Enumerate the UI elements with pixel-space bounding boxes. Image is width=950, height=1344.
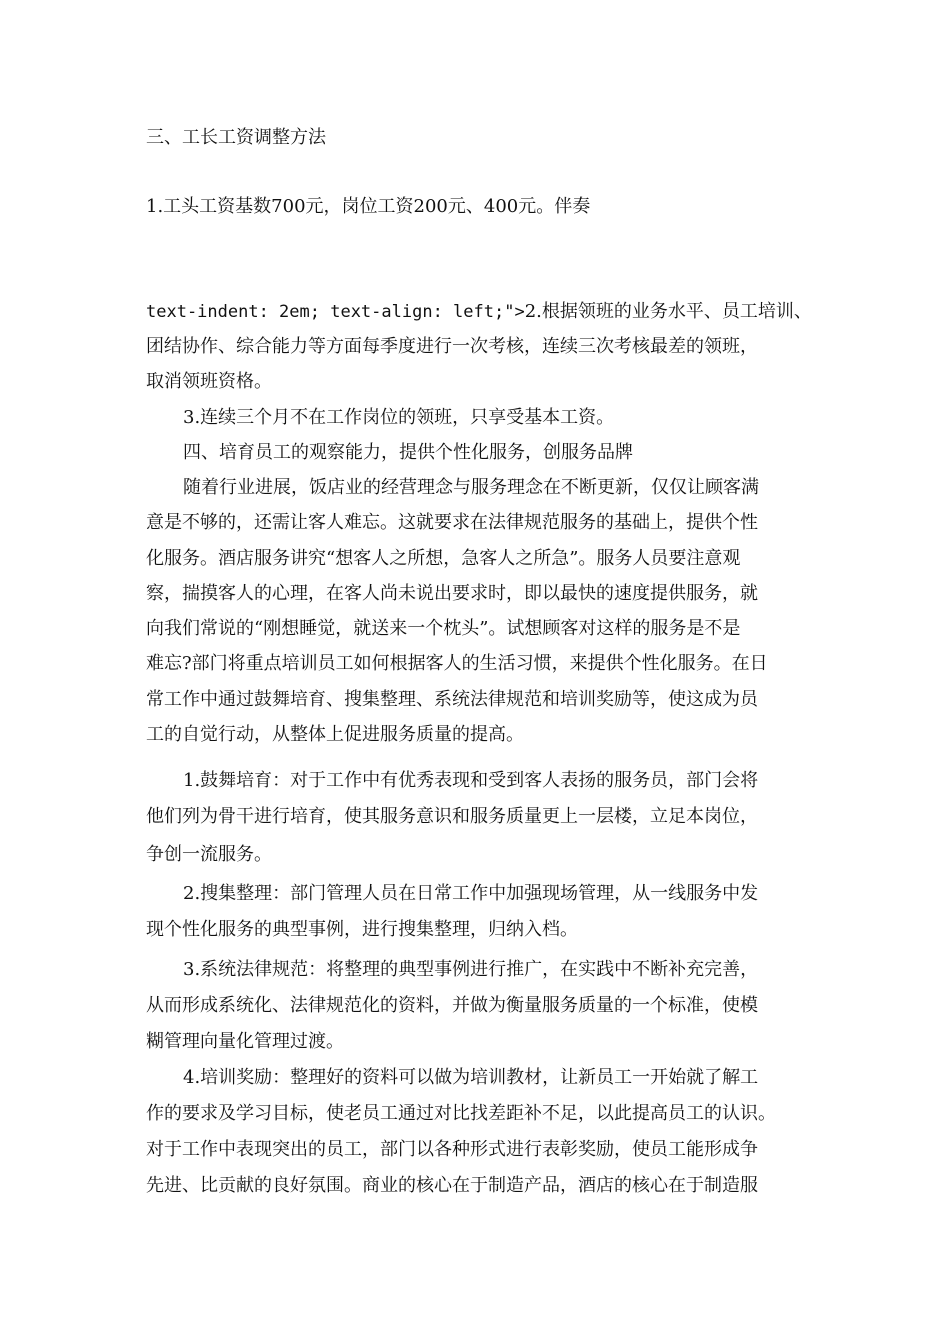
point-4-line-3: 对于工作中表现突出的员工，部门以各种形式进行表彰奖励，使员工能形成争 — [146, 1139, 758, 1160]
point-2-line-1: 2.搜集整理：部门管理人员在日常工作中加强现场管理，从一线服务中发 — [183, 883, 759, 904]
main-para-line-7: 常工作中通过鼓舞培育、搜集整理、系统法律规范和培训奖励等，使这成为员 — [146, 689, 758, 710]
para-2-line-2: 团结协作、综合能力等方面每季度进行一次考核，连续三次考核最差的领班， — [146, 336, 758, 357]
item-3-text: 3.连续三个月不在工作岗位的领班，只享受基本工资。 — [183, 407, 615, 428]
point-1-line-1: 1.鼓舞培育：对于工作中有优秀表现和受到客人表扬的服务员，部门会将 — [183, 770, 759, 791]
main-para-line-2: 意是不够的，还需让客人难忘。这就要求在法律规范服务的基础上，提供个性 — [146, 512, 758, 533]
point-2-line-2: 现个性化服务的典型事例，进行搜集整理，归纳入档。 — [146, 919, 578, 940]
main-para-line-5: 向我们常说的“刚想睡觉，就送来一个枕头”。试想顾客对这样的服务是不是 — [146, 618, 741, 639]
point-3-line-3: 糊管理向量化管理过渡。 — [146, 1031, 344, 1052]
point-4-line-1: 4.培训奖励：整理好的资料可以做为培训教材，让新员工一开始就了解工 — [183, 1067, 759, 1088]
point-1-line-3: 争创一流服务。 — [146, 844, 272, 865]
para-2-line-1: text-indent: 2em; text-align: left;">2.根据领班的业务水平、员工培训、 — [146, 301, 812, 322]
point-4-line-2: 作的要求及学习目标，使老员工通过对比找差距补不足，以此提高员工的认识。 — [146, 1103, 776, 1124]
main-para-line-6: 难忘?部门将重点培训员工如何根据客人的生活习惯，来提供个性化服务。在日 — [146, 653, 768, 674]
point-3-line-2: 从而形成系统化、法律规范化的资料，并做为衡量服务质量的一个标准，使模 — [146, 995, 758, 1016]
item-1-text: 1.工头工资基数700元，岗位工资200元、400元。伴奏 — [146, 196, 591, 217]
point-1-line-2: 他们列为骨干进行培育，使其服务意识和服务质量更上一层楼，立足本岗位， — [146, 806, 758, 827]
main-para-line-1: 随着行业进展，饭店业的经营理念与服务理念在不断更新，仅仅让顾客满 — [183, 477, 759, 498]
main-para-line-3: 化服务。酒店服务讲究“想客人之所想，急客人之所急”。服务人员要注意观 — [146, 548, 741, 569]
para-2-line-3: 取消领班资格。 — [146, 371, 272, 392]
html-artifact-text: text-indent: 2em; text-align: left;"> — [146, 302, 525, 322]
main-para-line-4: 察，揣摸客人的心理，在客人尚未说出要求时，即以最快的速度提供服务，就 — [146, 583, 758, 604]
section-heading-4: 四、培育员工的观察能力，提供个性化服务，创服务品牌 — [183, 442, 633, 463]
main-para-line-8: 工的自觉行动，从整体上促进服务质量的提高。 — [146, 724, 524, 745]
section-heading-3: 三、工长工资调整方法 — [146, 127, 326, 148]
point-3-line-1: 3.系统法律规范：将整理的典型事例进行推广，在实践中不断补充完善， — [183, 959, 759, 980]
point-4-line-4: 先进、比贡献的良好氛围。商业的核心在于制造产品，酒店的核心在于制造服 — [146, 1175, 758, 1196]
